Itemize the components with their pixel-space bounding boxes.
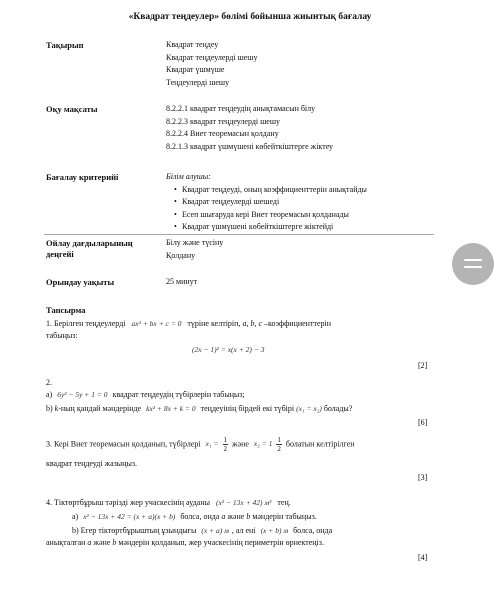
task-3-fraction-1: [223, 436, 229, 453]
task-text: мәндерін табыңыз.: [252, 512, 317, 521]
criteria-item: • Квадрат үшмүшені көбейткіштерге жіктейді: [172, 221, 367, 234]
task-2a: [46, 389, 245, 401]
task-text: және: [227, 512, 245, 521]
goal-item: 8.2.2.1 квадрат теңдеудің анықтамасын білу: [166, 104, 316, 113]
menu-button[interactable]: [452, 243, 494, 285]
task-2a-equation: 6y² − 5y + 1 = 0: [57, 390, 108, 399]
task-4-line-1: [46, 497, 291, 509]
topic-label: Тақырып: [46, 40, 84, 50]
task-4b-width: (x + b) м: [260, 526, 289, 535]
task-3-mark: [3]: [418, 473, 428, 482]
task-1-mark: [2]: [418, 361, 428, 370]
skills-label-line: деңгейі: [46, 249, 74, 259]
task-4-area: (x² − 13x + 42) м²: [215, 498, 272, 507]
task-text: мәндерін қолданып, жер учаскесінің периметрін өрнектеңіз.: [118, 538, 324, 547]
task-4b-b: b: [112, 538, 117, 547]
task-1-eq-text: (2x − 1)² = x(x + 2) − 3: [192, 345, 265, 354]
skills-values: [166, 237, 223, 262]
task-text: -ның қандай мәндерінде: [58, 404, 142, 413]
task-2b-condition: (x₁ = x₂): [296, 404, 322, 413]
task-1-equation: [192, 344, 264, 356]
skills-item: Қолдану: [166, 250, 196, 260]
skills-item: Білу және түсіну: [166, 238, 224, 247]
document-title: «Квадрат теңдеулер» бөлімі бойынша жиынтық бағалау: [128, 12, 372, 22]
criteria-intro: Білім алушы:: [166, 172, 211, 181]
topic-item: Квадрат теңдеу: [166, 40, 219, 49]
fraction-numerator: 1: [277, 436, 281, 444]
task-text: анықталған: [46, 538, 86, 547]
task-text: болса, онда: [293, 526, 333, 535]
task-4a-b: b: [246, 512, 251, 521]
task-text: квадрат теңдеудің түбірлерін табыңыз;: [112, 390, 245, 399]
task-text: a): [46, 390, 53, 399]
task-4-mark: [4]: [418, 553, 428, 562]
task-1-formula: ax² + bx + c = 0: [131, 319, 182, 328]
task-text: a): [72, 512, 79, 521]
goal-item: 8.2.2.4 Виет теоремасын қолдану: [166, 129, 279, 138]
task-2b-equation: kx² + 8x + k = 0: [146, 404, 196, 413]
skills-label: [46, 238, 133, 260]
tasks-heading: Тапсырма: [46, 305, 86, 315]
task-4b-a: a: [87, 538, 92, 547]
task-text: b) Егер тіктөртбұрыштың ұзындығы: [72, 526, 197, 535]
fraction-numerator: 1: [223, 436, 227, 444]
topic-item: Квадрат үшмүше: [166, 65, 225, 74]
time-value: 25 минут: [166, 277, 198, 286]
fraction-denominator: 2: [277, 445, 281, 453]
task-4b-length: (x + a) м: [201, 526, 229, 535]
task-4a: [72, 511, 317, 523]
task-text: және: [232, 439, 249, 449]
task-4a-a: a: [221, 512, 226, 521]
goals-label: Оқу мақсаты: [46, 104, 98, 114]
table-divider: [44, 234, 434, 235]
task-2b-k: k: [54, 404, 59, 413]
task-text: түріне келтіріп,: [187, 319, 241, 328]
task-3-line-2: квадрат теңдеуді жазыңыз.: [46, 459, 137, 468]
criteria-item: • Квадрат теңдеулерді шешеді: [172, 196, 367, 209]
task-text: b): [46, 404, 53, 413]
topic-item: Теңдеулерді шешу: [166, 77, 230, 87]
task-text: болатын келтірілген: [285, 439, 355, 449]
task-text: болады?: [323, 404, 353, 413]
task-text: –коэффициенттерін: [264, 319, 332, 328]
topic-item: Квадрат теңдеулерді шешу: [166, 52, 258, 62]
task-3-x1: x₁ =: [205, 439, 219, 449]
task-3-line-1: [46, 436, 355, 453]
time-label: Орындау уақыты: [46, 277, 115, 287]
task-2b: [46, 403, 352, 415]
task-text: , ал ені: [231, 526, 256, 535]
task-1-vars: a, b, c: [242, 319, 262, 328]
topic-values: [166, 39, 257, 89]
criteria-values: [166, 171, 367, 234]
criteria-item: • Квадрат теңдеуді, оның коэффициенттерін анықтайды: [172, 184, 367, 197]
task-4a-equation: x² − 13x + 42 = (x + a)(x + b): [83, 512, 176, 521]
goal-item: 8.2.2.3 квадрат теңдеулерді шешу: [166, 116, 281, 126]
task-text: 1. Берілген теңдеулерді: [46, 319, 126, 328]
task-text: болса, онда: [180, 512, 220, 521]
skills-label-line: Ойлау дағдыларының: [46, 238, 133, 248]
criteria-label: Бағалау критерийі: [46, 172, 119, 182]
task-1-line-1: [46, 318, 331, 330]
task-text: және: [93, 538, 111, 547]
criteria-item: • Есеп шығаруда кері Виет теоремасын қолданады: [172, 209, 367, 222]
fraction-denominator: 2: [223, 445, 227, 453]
task-3-fraction-2: [276, 436, 282, 453]
goals-values: [166, 103, 333, 153]
task-3-x2: x₂ = 1: [253, 439, 273, 449]
task-1-line-2: табыңыз:: [46, 331, 78, 340]
goal-item: 8.2.1.3 квадрат үшмүшені көбейткіштерге жіктеу: [166, 141, 334, 151]
task-4b-line-2: [46, 537, 324, 549]
task-text: теңдеуінің бірдей екі түбірі: [200, 404, 295, 413]
task-2-mark: [6]: [418, 418, 428, 427]
task-2-number: 2.: [46, 378, 52, 387]
task-text: 3. Кері Виет теоремасын қолданып, түбірлері: [46, 439, 201, 449]
task-text: тең.: [277, 498, 291, 507]
task-text: 4. Тіктөртбұрыш тәрізді жер учаскесінің ауданы: [46, 498, 210, 507]
task-4b-line-1: [72, 525, 332, 537]
